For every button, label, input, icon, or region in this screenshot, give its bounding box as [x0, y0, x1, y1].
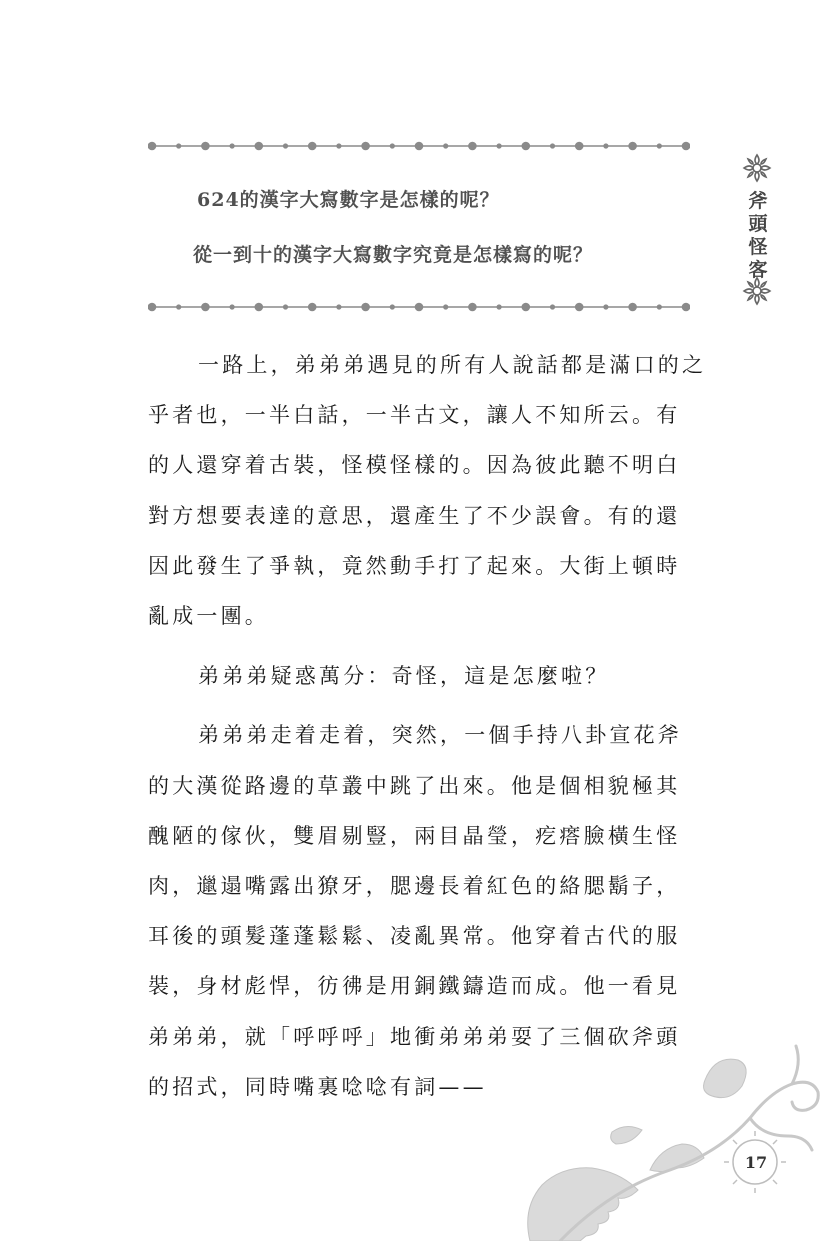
running-head-char: 客 [748, 259, 768, 281]
divider-dot [628, 303, 637, 312]
divider-dot [255, 303, 264, 312]
divider-dot [443, 304, 448, 309]
paragraph [148, 340, 707, 641]
text-line: 弟弟弟疑惑萬分：奇怪，這是怎麼啦？ [198, 663, 610, 688]
divider-dot [283, 304, 288, 309]
divider-dot [682, 303, 690, 312]
flower-ornament-icon [740, 274, 774, 308]
header-question-1: 624的漢字大寫數字是怎樣的呢？ [197, 189, 500, 211]
text-line: 耳後的頭髮蓬蓬鬆鬆、凌亂異常。他穿着古代的服 [148, 924, 681, 949]
running-head-title [744, 190, 772, 282]
running-head-char: 斧 [748, 190, 768, 212]
divider-dot [575, 303, 584, 312]
divider-dot [230, 304, 235, 309]
text-line: 的招式，同時嘴裏唸唸有詞—— [148, 1074, 487, 1099]
text-line: 肉，邋遢嘴露出獠牙，腮邊長着紅色的絡腮鬍子， [148, 874, 681, 899]
divider-dot [522, 142, 531, 151]
text-line: 亂成一團。 [148, 604, 269, 629]
text-line: 裝，身材彪悍，彷彿是用銅鐵鑄造而成。他一看見 [148, 974, 681, 999]
divider-dot [415, 303, 424, 312]
page-number: 17 [744, 1153, 768, 1172]
divider-dot [148, 142, 156, 151]
divider-dot [176, 304, 181, 309]
text-line: 因此發生了爭執，竟然動手打了起來。大街上頓時 [148, 553, 681, 578]
text-line: 弟弟弟，就「呼呼呼」地衝弟弟弟耍了三個砍斧頭 [148, 1024, 681, 1049]
divider-dot [575, 142, 584, 151]
divider-dot [230, 143, 235, 148]
top-dotted-divider [148, 140, 690, 152]
divider-dot [176, 143, 181, 148]
divider-dot [390, 143, 395, 148]
divider-dot [657, 143, 662, 148]
divider-dot [550, 304, 555, 309]
text-line: 對方想要表達的意思，還產生了不少誤會。有的還 [148, 503, 681, 528]
text-line: 的大漢從路邊的草叢中跳了出來。他是個相貌極其 [148, 773, 681, 798]
body-text [148, 340, 707, 1112]
divider-dot [201, 303, 210, 312]
text-line: 弟弟弟走着走着，突然，一個手持八卦宣花斧 [198, 723, 682, 748]
flower-ornament-icon [740, 151, 774, 185]
divider-dot [603, 304, 608, 309]
header-question-2: 從一到十的漢字大寫數字究竟是怎樣寫的呢？ [193, 244, 594, 266]
divider-dot [628, 142, 637, 151]
divider-dot [468, 142, 477, 151]
text-line: 乎者也，一半白話，一半古文，讓人不知所云。有 [148, 403, 681, 428]
divider-dot [657, 304, 662, 309]
divider-dot [522, 303, 531, 312]
text-line: 醜陋的傢伙，雙眉剔豎，兩目晶瑩，疙瘩臉橫生怪 [148, 823, 681, 848]
dotted-divider-graphic [148, 140, 690, 152]
divider-dot [336, 143, 341, 148]
divider-dot [283, 143, 288, 148]
divider-dot [336, 304, 341, 309]
divider-dot [148, 303, 156, 312]
divider-dot [603, 143, 608, 148]
divider-dot [201, 142, 210, 151]
divider-dot [308, 142, 317, 151]
divider-dot [550, 143, 555, 148]
divider-dot [468, 303, 477, 312]
divider-dot [497, 143, 502, 148]
running-head-char: 怪 [748, 236, 768, 258]
divider-dot [308, 303, 317, 312]
bottom-dotted-divider [148, 301, 690, 313]
divider-dot [255, 142, 264, 151]
paragraph [148, 651, 693, 701]
divider-dot [497, 304, 502, 309]
divider-dot [682, 142, 690, 151]
divider-dot [415, 142, 424, 151]
divider-dot [390, 304, 395, 309]
text-line: 的人還穿着古裝，怪模怪樣的。因為彼此聽不明白 [148, 453, 681, 478]
vine-leaf-ornament-icon [500, 1040, 827, 1241]
text-line: 一路上，弟弟弟遇見的所有人說話都是滿口的之 [198, 353, 707, 377]
divider-dot [443, 143, 448, 148]
divider-dot [361, 142, 370, 151]
running-head-char: 頭 [748, 213, 768, 235]
dotted-divider-graphic [148, 301, 690, 313]
divider-dot [361, 303, 370, 312]
